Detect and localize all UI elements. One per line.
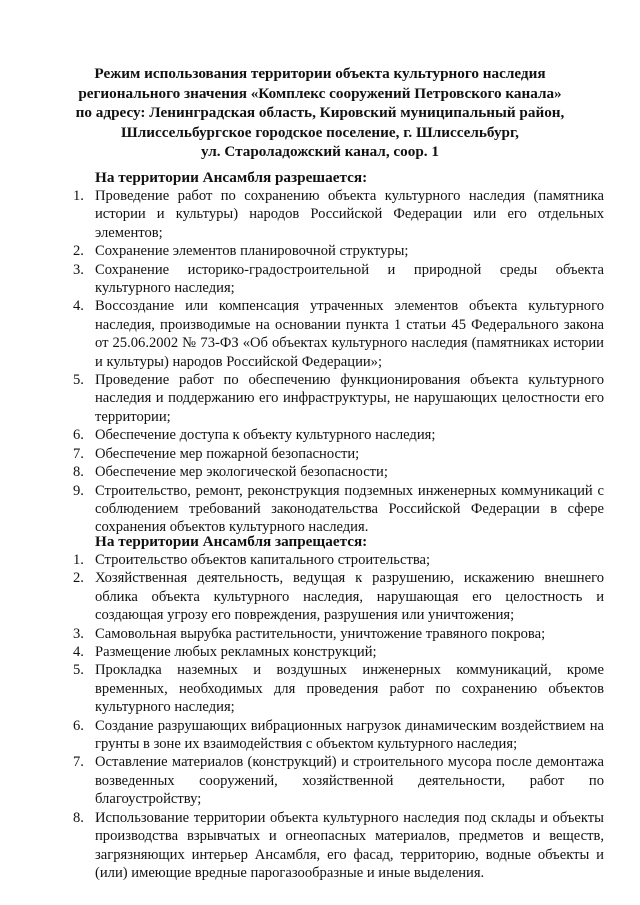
- forbidden-item: [73, 809, 604, 883]
- title-line-3: по адресу: Ленинградская область, Кировский муниципальный район,: [75, 104, 565, 122]
- forbidden-item: [73, 643, 604, 661]
- item-text: Проведение работ по сохранению объекта культурного наследия (памятника истории и культуры) народов Российской Федерации или его отдельных элементов;: [95, 188, 604, 241]
- allowed-item: [73, 261, 604, 298]
- forbidden-item: [73, 717, 604, 754]
- item-number: 3.: [73, 261, 84, 278]
- item-text: Строительство объектов капитального строительства;: [95, 552, 431, 568]
- forbidden-item: [73, 625, 604, 643]
- item-number: 5.: [73, 372, 84, 389]
- item-text: Сохранение историко-градостроительной и природной среды объекта культурного наследия;: [95, 261, 604, 297]
- item-text: Обеспечение мер экологической безопасности;: [95, 464, 388, 481]
- item-number: 8.: [73, 809, 84, 826]
- allowed-item: [73, 371, 604, 426]
- allowed-list: [0, 187, 640, 537]
- item-number: 1.: [73, 188, 84, 204]
- title-line-2: регионального значения «Комплекс сооружений Петровского канала»: [78, 84, 562, 102]
- forbidden-item: [73, 569, 604, 624]
- allowed-item: [73, 463, 604, 481]
- document-title: [0, 64, 640, 162]
- item-text: Хозяйственная деятельность, ведущая к разрушению, искажению внешнего облика объекта культурного наследия, нарушающая его целостность и создающая угрозу его повреждения, разрушения или уничтожения;: [95, 570, 604, 624]
- item-text: Создание разрушающих вибрационных нагрузок динамическим воздействием на грунты в зоне их взаимодействия с объектом культурного наследия;: [95, 717, 604, 753]
- forbidden-heading: На территории Ансамбля запрещается:: [95, 533, 368, 550]
- forbidden-list: [0, 551, 640, 882]
- item-text: Прокладка наземных и воздушных инженерных коммуникаций, кроме временных, необходимых для проведения работ по сохранению объектов культурного наследия;: [95, 662, 604, 716]
- item-text: Оставление материалов (конструкций) и строительного мусора после демонтажа возведенных сооружений, хозяйственной деятельности, работ по благоустройству;: [95, 754, 604, 808]
- allowed-item: [73, 482, 604, 537]
- allowed-item: [73, 426, 604, 444]
- item-text: Размещение любых рекламных конструкций;: [95, 644, 377, 661]
- allowed-heading: На территории Ансамбля разрешается:: [95, 169, 368, 186]
- item-number: 2.: [73, 570, 84, 587]
- item-text: Сохранение элементов планировочной структуры;: [95, 243, 409, 260]
- item-text: Воссоздание или компенсация утраченных элементов объекта культурного наследия, производимые на основании пункта 1 статьи 45 Федерального закона от 25.06.2002 № 73-ФЗ «Об объектах культурного наследия (памятниках истории и культуры) народов Российской Федерации»;: [95, 298, 604, 370]
- title-line-4: Шлиссельбургское городское поселение, г. Шлиссельбург,: [121, 123, 519, 141]
- item-number: 4.: [73, 298, 84, 315]
- item-text: Проведение работ по обеспечению функционирования объекта культурного наследия и поддержанию его инфраструктуры, не нарушающих целостности его территории;: [95, 372, 604, 425]
- item-number: 6.: [73, 717, 84, 734]
- forbidden-section: [0, 532, 640, 882]
- item-number: 9.: [73, 482, 84, 499]
- item-number: 1.: [73, 552, 84, 568]
- title-line-1: Режим использования территории объекта культурного наследия: [94, 65, 546, 82]
- item-number: 7.: [73, 754, 84, 771]
- allowed-item: [73, 187, 604, 242]
- forbidden-item: [73, 661, 604, 716]
- item-text: Строительство, ремонт, реконструкция подземных инженерных коммуникаций с соблюдением требований законодательства Российской Федерации в сфере сохранения объектов культурного наследия.: [95, 482, 604, 536]
- allowed-item: [73, 297, 604, 371]
- item-number: 2.: [73, 243, 84, 260]
- item-text: Обеспечение мер пожарной безопасности;: [95, 445, 360, 462]
- item-number: 7.: [73, 445, 84, 462]
- title-line-5: ул. Староладожский канал, соор. 1: [201, 143, 439, 161]
- allowed-section: [0, 168, 640, 537]
- item-text: Обеспечение доступа к объекту культурного наследия;: [95, 427, 436, 444]
- allowed-item: [73, 445, 604, 463]
- item-number: 4.: [73, 644, 84, 661]
- forbidden-item: [73, 551, 604, 569]
- allowed-item: [73, 242, 604, 260]
- item-number: 6.: [73, 427, 84, 444]
- item-number: 8.: [73, 464, 84, 481]
- item-number: 3.: [73, 625, 84, 642]
- item-text: Использование территории объекта культурного наследия под склады и объекты производства взрывчатых и огнеопасных материалов, предметов и веществ, загрязняющих интерьер Ансамбля, его фасад, территорию, водные объекты и (или) имеющие вредные парогазообразные и иные выделения.: [95, 809, 604, 881]
- forbidden-item: [73, 753, 604, 808]
- item-text: Самовольная вырубка растительности, уничтожение травяного покрова;: [95, 625, 546, 642]
- item-number: 5.: [73, 662, 84, 679]
